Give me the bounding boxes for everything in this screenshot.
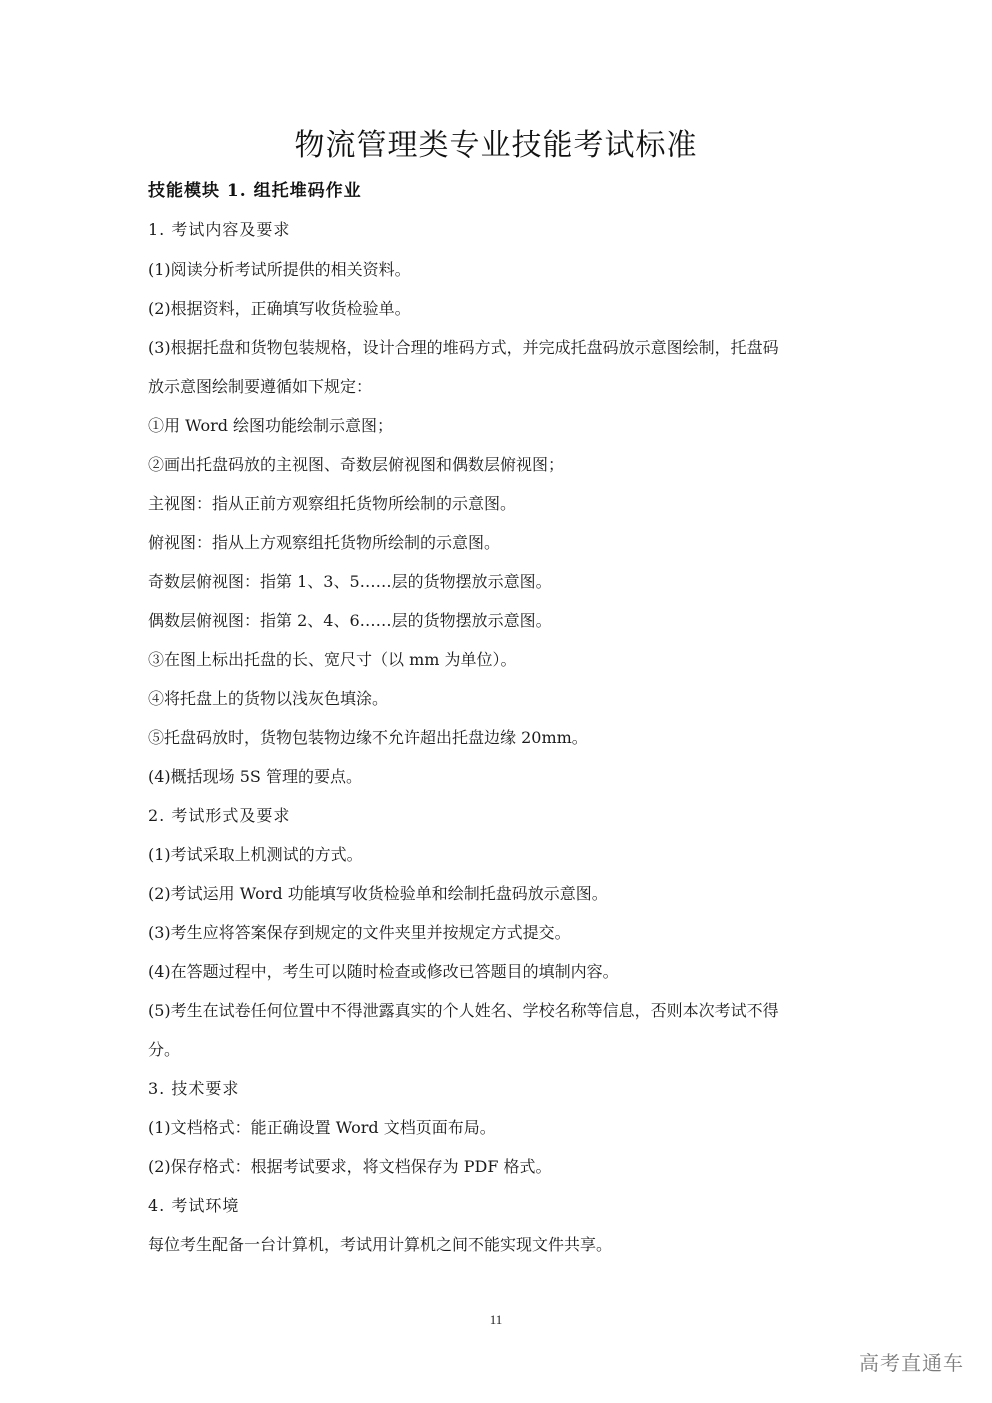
list-item: (2)考试运用 Word 功能填写收货检验单和绘制托盘码放示意图。 <box>148 884 608 903</box>
section-heading-environment: 4. 考试环境 <box>148 1196 240 1215</box>
rule-item: ③在图上标出托盘的长、宽尺寸（以 mm 为单位）。 <box>148 650 517 669</box>
list-item: (1)文档格式：能正确设置 Word 文档页面布局。 <box>148 1118 496 1137</box>
definition-item: 主视图：指从正前方观察组托货物所绘制的示意图。 <box>148 494 517 513</box>
rule-item: ①用 Word 绘图功能绘制示意图； <box>148 416 394 435</box>
paragraph: 每位考生配备一台计算机，考试用计算机之间不能实现文件共享。 <box>148 1235 613 1254</box>
list-item: (4)在答题过程中，考生可以随时检查或修改已答题目的填制内容。 <box>148 962 619 981</box>
list-item: (1)阅读分析考试所提供的相关资料。 <box>148 260 411 279</box>
section-heading-content: 1. 考试内容及要求 <box>148 220 291 239</box>
list-item: (5)考生在试卷任何位置中不得泄露真实的个人姓名、学校名称等信息，否则本次考试不得 <box>148 1001 779 1020</box>
list-item: (1)考试采取上机测试的方式。 <box>148 845 363 864</box>
rule-item: ⑤托盘码放时，货物包装物边缘不允许超出托盘边缘 20mm。 <box>148 728 588 747</box>
rule-item: ④将托盘上的货物以浅灰色填涂。 <box>148 689 389 708</box>
watermark-text: 高考直通车 <box>859 1351 964 1375</box>
list-item-continuation: 放示意图绘制要遵循如下规定： <box>148 377 373 396</box>
module-heading: 技能模块 1. 组托堆码作业 <box>148 181 362 201</box>
list-item: (2)根据资料，正确填写收货检验单。 <box>148 299 411 318</box>
page-title: 物流管理类专业技能考试标准 <box>294 128 698 163</box>
section-heading-technical: 3. 技术要求 <box>148 1079 240 1098</box>
definition-item: 奇数层俯视图：指第 1、3、5……层的货物摆放示意图。 <box>148 572 552 591</box>
list-item-continuation: 分。 <box>148 1040 181 1059</box>
definition-item: 俯视图：指从上方观察组托货物所绘制的示意图。 <box>148 533 501 552</box>
definition-item: 偶数层俯视图：指第 2、4、6……层的货物摆放示意图。 <box>148 611 552 630</box>
section-heading-format: 2. 考试形式及要求 <box>148 806 291 825</box>
list-item: (3)根据托盘和货物包装规格，设计合理的堆码方式，并完成托盘码放示意图绘制，托盘码 <box>148 338 779 357</box>
list-item: (2)保存格式：根据考试要求，将文档保存为 PDF 格式。 <box>148 1157 552 1176</box>
list-item: (3)考生应将答案保存到规定的文件夹里并按规定方式提交。 <box>148 923 571 942</box>
list-item: (4)概括现场 5S 管理的要点。 <box>148 767 362 786</box>
rule-item: ②画出托盘码放的主视图、奇数层俯视图和偶数层俯视图； <box>148 455 565 474</box>
page-number: 11 <box>489 1312 503 1327</box>
